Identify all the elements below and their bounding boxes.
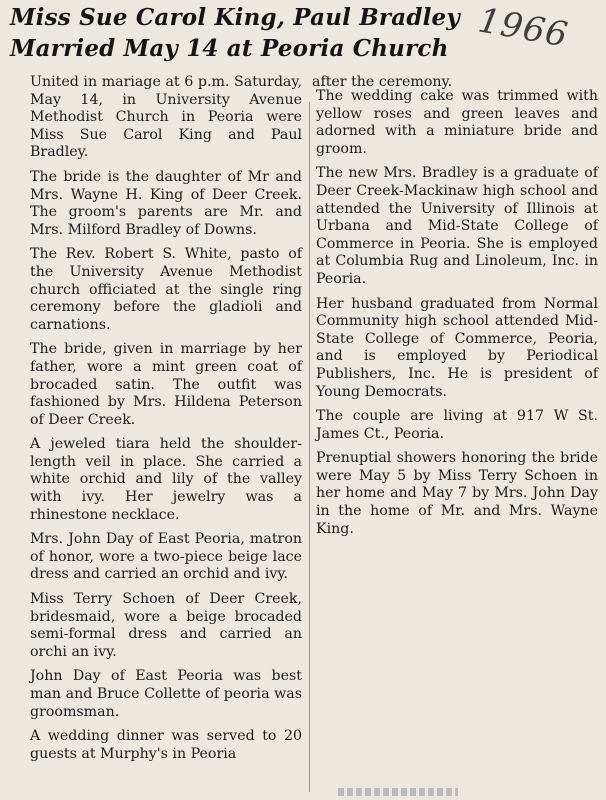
paragraph-13: The couple are living at 917 W St. James Ct., Peoria. [316,408,598,442]
paragraph-8: John Day of East Peoria was best man and Bruce Collette of peoria was groomsman. [30,668,302,720]
paragraph-9: A wedding dinner was served to 20 guests at Murphy's in Peoria [30,728,302,762]
paragraph-1: United in mariage at 6 p.m. Saturday, May 14, in University Avenue Methodist Church in Peoria were Miss Sue Carol King and Paul Bradley. [30,74,302,161]
paragraph-10: The wedding cake was trimmed with yellow roses and green leaves and adorned with a miniature bride and groom. [316,88,598,157]
headline-line-2: Married May 14 at Peoria Church [10,35,449,62]
paragraph-12: Her husband graduated from Normal Community high school attended Mid-State College of Commerce, Peoria, and is employed by Periodical Publishers, Inc. He is president of Young Democrats. [316,295,598,400]
right-column-lead: after the ceremony. [312,74,453,90]
column-divider [309,102,310,792]
paragraph-7: Miss Terry Schoen of Deer Creek, bridesmaid, wore a beige brocaded semi-formal dress and carried an orchi an ivy. [30,591,302,660]
headline [10,2,480,64]
paragraph-5: A jeweled tiara held the shoulder-length veil in place. She carried a white orchid and lily of the valley with ivy. Her jewelry was a rhinestone necklace. [30,436,302,523]
left-column [30,74,302,770]
paragraph-4: The bride, given in marriage by her father, wore a mint green coat of brocaded satin. The outfit was fashioned by Mrs. Hildena Peterson of Deer Creek. [30,341,302,428]
cut-off-text-fragment [338,788,458,796]
paragraph-14: Prenuptial showers honoring the bride were May 5 by Miss Terry Schoen in her home and May 7 by Mrs. John Day in the home of Mr. and Mrs. Wayne King. [316,450,598,537]
paragraph-11: The new Mrs. Bradley is a graduate of Deer Creek-Mackinaw high school and attended the University of Illinois at Urbana and Mid-State College of Commerce in Peoria. She is employed at Columbia Rug and Linoleum, Inc. in Peoria. [316,165,598,287]
right-column [316,88,598,545]
paragraph-3: The Rev. Robert S. White, pasto of the University Avenue Methodist church officiated at the single ring ceremony before the gladioli and carnations. [30,246,302,333]
headline-line-1: Miss Sue Carol King, Paul Bradley [10,4,460,31]
paragraph-6: Mrs. John Day of East Peoria, matron of honor, wore a two-piece beige lace dress and carried an orchid and ivy. [30,531,302,583]
paragraph-2: The bride is the daughter of Mr and Mrs. Wayne H. King of Deer Creek. The groom's parents are Mr. and Mrs. Milford Bradley of Downs. [30,168,302,238]
handwritten-year: 1966 [475,0,572,56]
